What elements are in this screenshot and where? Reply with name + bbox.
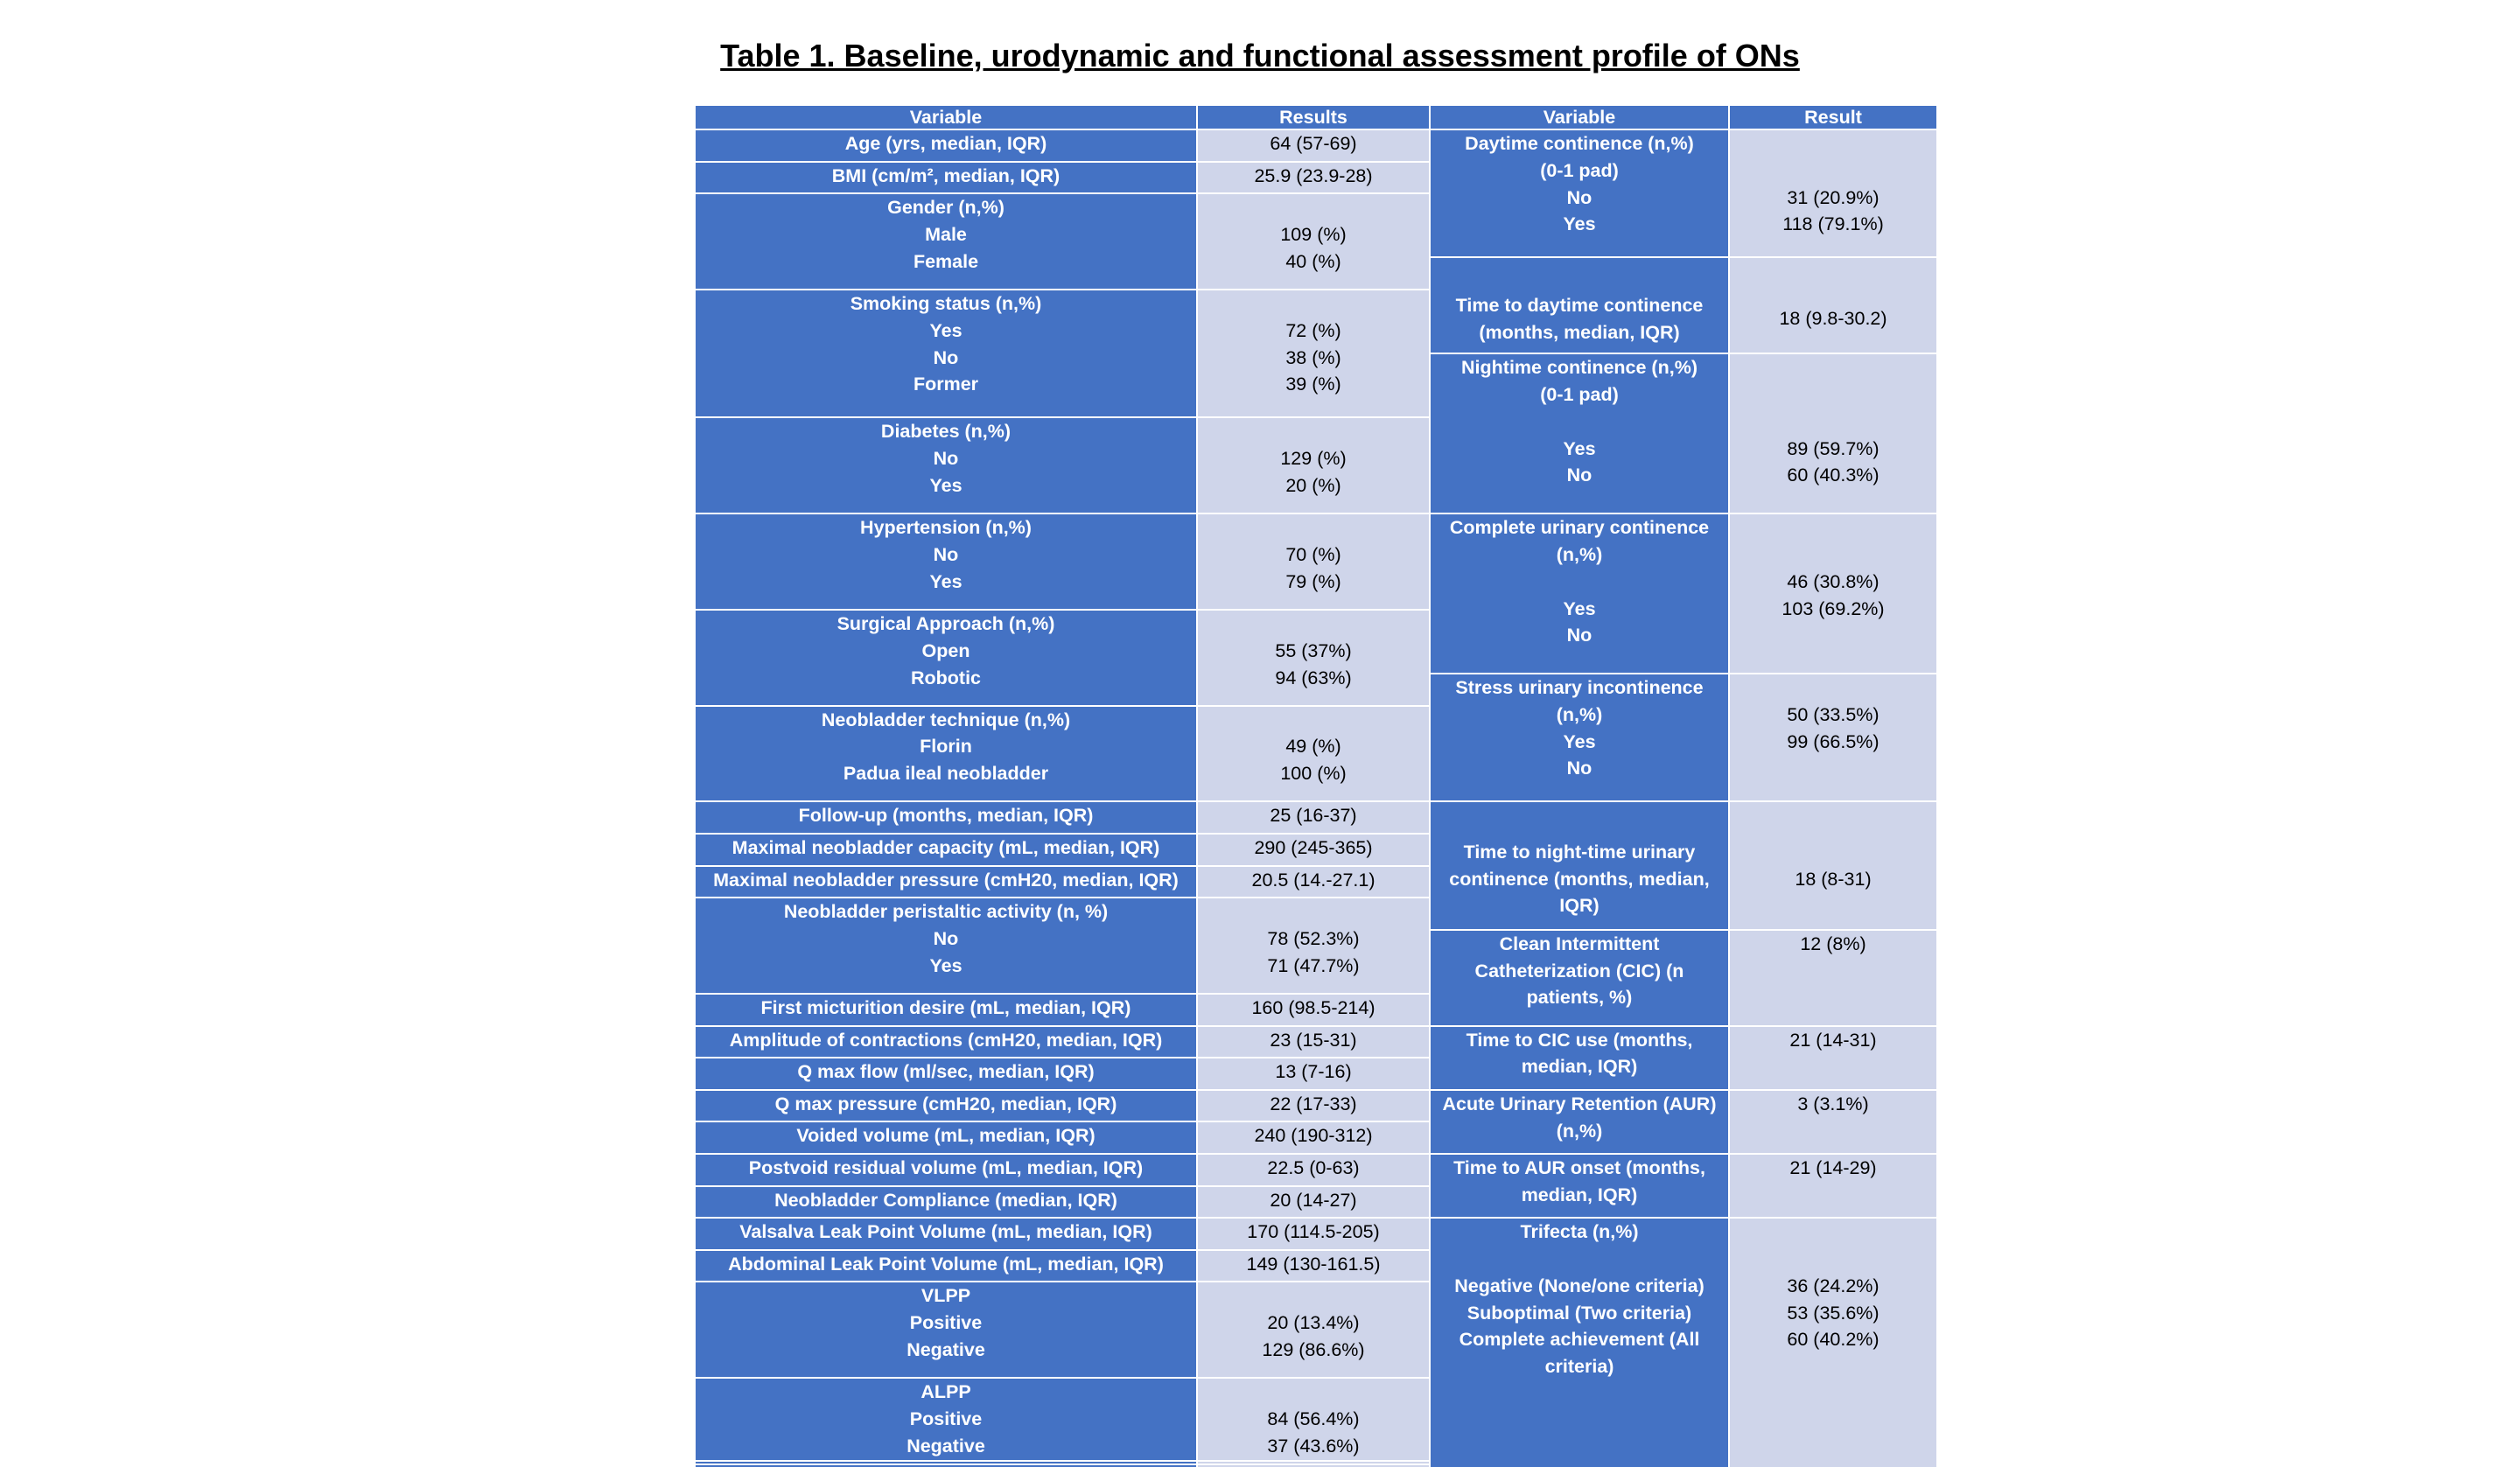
right-variable-cell-line: criteria) bbox=[1544, 1356, 1614, 1378]
left-variable-cell-line: No bbox=[933, 448, 959, 470]
left-result-cell-line: 64 (57-69) bbox=[1270, 133, 1357, 154]
left-result-cell bbox=[1198, 290, 1429, 416]
left-variable-cell-line: No bbox=[933, 543, 959, 565]
left-variable-cell bbox=[696, 1091, 1196, 1121]
right-variable-cell-line bbox=[1577, 569, 1582, 596]
left-variable-cell bbox=[696, 1058, 1196, 1089]
left-result-cell-line: 109 (%) bbox=[1280, 223, 1347, 245]
right-variable-cell-line: Daytime continence (n,%) bbox=[1465, 133, 1694, 154]
left-variable-cell bbox=[696, 898, 1196, 993]
left-variable-cell-line: Padua ileal neobladder bbox=[843, 763, 1049, 785]
left-result-cell-line: 38 (%) bbox=[1285, 346, 1341, 368]
right-result-cell-line: 89 (59.7%) bbox=[1787, 437, 1880, 459]
left-variable-cell-line: BMI (cm/m², median, IQR) bbox=[831, 164, 1060, 186]
left-result-cell-line: 240 (190-312) bbox=[1254, 1125, 1373, 1147]
right-variable-cell-line: Yes bbox=[1563, 437, 1596, 459]
left-result-cell-line: 20.5 (14.-27.1) bbox=[1251, 869, 1376, 891]
left-result-cell bbox=[1198, 194, 1429, 289]
left-result-cell-line bbox=[1311, 1282, 1316, 1310]
left-variable-cell-line: Open bbox=[921, 639, 970, 661]
right-result-cell bbox=[1730, 802, 1936, 928]
left-variable-cell bbox=[696, 1379, 1196, 1459]
left-variable-cell bbox=[696, 707, 1196, 801]
left-variable-cell-line: Yes bbox=[929, 570, 962, 592]
left-variable-cell-line: Positive bbox=[909, 1408, 983, 1429]
left-variable-cell bbox=[696, 1122, 1196, 1153]
right-result-cell-line bbox=[1830, 1219, 1836, 1246]
right-result-cell bbox=[1730, 1219, 1936, 1466]
left-result-cell-line: 78 (52.3%) bbox=[1267, 928, 1360, 950]
left-variable-cell-line: Q max flow (ml/sec, median, IQR) bbox=[797, 1061, 1095, 1083]
left-result-cell-line: 84 (56.4%) bbox=[1267, 1408, 1360, 1429]
right-variable-cell-line: patients, %) bbox=[1526, 987, 1633, 1009]
left-variable-cell-line: Florin bbox=[920, 736, 972, 758]
table-title: Table 1. Baseline, urodynamic and functional assessment profile of ONs bbox=[720, 38, 1800, 73]
right-result-cell-line: 21 (14-29) bbox=[1789, 1157, 1877, 1178]
right-variable-cell-line: Clean Intermittent bbox=[1499, 933, 1660, 954]
right-variable-cell-line bbox=[1577, 409, 1582, 436]
right-result-cell bbox=[1730, 931, 1936, 1025]
right-variable-cell-line: No bbox=[1566, 465, 1592, 486]
right-variable-cell-line: median, IQR) bbox=[1521, 1056, 1638, 1078]
right-result-cell-line: 18 (9.8-30.2) bbox=[1779, 308, 1887, 330]
left-result-cell bbox=[1198, 1282, 1429, 1377]
left-result-cell-line: 70 (%) bbox=[1285, 543, 1341, 565]
left-result-cell bbox=[1198, 995, 1429, 1025]
left-variable-cell-line: Neobladder peristaltic activity (n, %) bbox=[783, 901, 1109, 923]
left-result-cell-line bbox=[1249, 1462, 1377, 1464]
left-result-cell-line: 129 (%) bbox=[1280, 448, 1347, 470]
left-variable-cell bbox=[696, 995, 1196, 1025]
right-variable-cell-line: Trifecta (n,%) bbox=[1520, 1221, 1639, 1243]
left-result-cell-line: 160 (98.5-214) bbox=[1251, 997, 1376, 1019]
right-variable-cell-line: Complete achievement (All bbox=[1459, 1329, 1700, 1351]
left-variable-cell-line bbox=[821, 1465, 1070, 1467]
left-result-cell bbox=[1198, 707, 1429, 801]
right-result-cell-line: 103 (69.2%) bbox=[1782, 597, 1885, 619]
right-variable-cell-line: Catheterization (CIC) (n bbox=[1474, 960, 1684, 981]
right-variable-cell-line: (n,%) bbox=[1556, 1120, 1603, 1142]
right-result-cell-line bbox=[1830, 354, 1836, 381]
left-variable-cell-line: Diabetes (n,%) bbox=[880, 421, 1012, 443]
left-result-cell-line: 49 (%) bbox=[1285, 736, 1341, 758]
left-variable-cell bbox=[696, 290, 1196, 416]
left-result-cell-line: 94 (63%) bbox=[1275, 667, 1352, 688]
right-variable-cell bbox=[1431, 931, 1728, 1025]
right-variable-cell bbox=[1431, 1155, 1728, 1217]
left-variable-cell bbox=[696, 418, 1196, 513]
left-result-cell bbox=[1198, 802, 1429, 833]
left-variable-cell-line: Abdominal Leak Point Volume (mL, median, IQR) bbox=[728, 1253, 1164, 1275]
left-result-cell-line bbox=[1254, 1465, 1372, 1467]
right-result-cell-line: 50 (33.5%) bbox=[1787, 703, 1880, 725]
left-variable-cell-line: Yes bbox=[929, 954, 962, 976]
right-variable-cell bbox=[1431, 802, 1728, 928]
left-variable-cell-line: Age (yrs, median, IQR) bbox=[844, 133, 1047, 154]
right-variable-cell bbox=[1431, 1027, 1728, 1089]
left-variable-cell bbox=[696, 1251, 1196, 1282]
right-result-cell-line: 53 (35.6%) bbox=[1787, 1302, 1880, 1324]
left-result-cell bbox=[1198, 1219, 1429, 1249]
left-result-cell-line: 20 (14-27) bbox=[1270, 1189, 1357, 1211]
right-variable-cell-line: No bbox=[1566, 625, 1592, 646]
header-left-variable: Variable bbox=[696, 106, 1196, 129]
left-variable-cell-line: Amplitude of contractions (cmH20, median, IQR) bbox=[729, 1029, 1163, 1051]
left-result-cell bbox=[1198, 1122, 1429, 1153]
left-result-cell bbox=[1198, 611, 1429, 705]
right-variable-cell bbox=[1431, 514, 1728, 673]
right-result-cell-line: 3 (3.1%) bbox=[1797, 1093, 1869, 1114]
left-result-cell bbox=[1198, 1465, 1429, 1467]
left-variable-cell-line: Yes bbox=[929, 319, 962, 341]
left-variable-cell-line: Surgical Approach (n,%) bbox=[836, 612, 1055, 634]
right-result-cell-line bbox=[1830, 409, 1836, 436]
right-variable-cell-line: No bbox=[1566, 186, 1592, 208]
header-right-variable: Variable bbox=[1431, 106, 1728, 129]
right-variable-cell-line: Yes bbox=[1563, 730, 1596, 752]
left-result-cell-line: 20 (%) bbox=[1285, 474, 1341, 496]
right-variable-cell-line: Time to AUR onset (months, bbox=[1453, 1157, 1705, 1178]
baseline-table bbox=[696, 106, 1936, 1457]
right-result-cell-line: 12 (8%) bbox=[1800, 933, 1866, 954]
left-variable-cell-line: Positive bbox=[909, 1312, 983, 1334]
left-variable-cell bbox=[696, 802, 1196, 833]
left-variable-cell-line: Yes bbox=[929, 474, 962, 496]
left-variable-cell-line: First micturition desire (mL, median, IQR) bbox=[760, 997, 1131, 1019]
left-result-cell bbox=[1198, 867, 1429, 898]
right-result-cell-line: 60 (40.2%) bbox=[1787, 1329, 1880, 1351]
left-result-cell-line: 37 (43.6%) bbox=[1267, 1435, 1360, 1457]
right-result-cell bbox=[1730, 1027, 1936, 1089]
right-result-cell-line bbox=[1830, 541, 1836, 569]
right-variable-cell bbox=[1431, 1091, 1728, 1153]
left-variable-cell-line: Voided volume (mL, median, IQR) bbox=[796, 1125, 1096, 1147]
right-variable-cell-line bbox=[1577, 265, 1582, 292]
left-result-cell-line: 25.9 (23.9-28) bbox=[1254, 164, 1373, 186]
left-result-cell-line: 72 (%) bbox=[1285, 319, 1341, 341]
right-result-cell-line bbox=[1830, 839, 1836, 866]
right-variable-cell-line: Nightime continence (n,%) bbox=[1461, 357, 1698, 379]
left-variable-cell-line: Gender (n,%) bbox=[887, 197, 1004, 219]
left-result-cell-line: 40 (%) bbox=[1285, 250, 1341, 272]
right-variable-cell-line: (n,%) bbox=[1556, 543, 1603, 565]
right-result-cell bbox=[1730, 674, 1936, 800]
right-variable-cell bbox=[1431, 1219, 1728, 1466]
left-result-cell bbox=[1198, 130, 1429, 161]
right-result-cell-line: 60 (40.3%) bbox=[1787, 465, 1880, 486]
left-result-cell-line bbox=[1311, 611, 1316, 638]
right-variable-cell-line: (n,%) bbox=[1556, 703, 1603, 725]
left-result-cell-line: 170 (114.5-205) bbox=[1247, 1221, 1380, 1243]
left-result-cell-line: 290 (245-365) bbox=[1254, 837, 1373, 859]
left-variable-cell-line: ALPP bbox=[920, 1381, 971, 1403]
right-result-cell-line bbox=[1830, 514, 1836, 541]
right-variable-cell-line: continence (months, median, bbox=[1449, 868, 1710, 890]
right-variable-cell-line: (0-1 pad) bbox=[1540, 383, 1619, 405]
right-result-cell-line: 18 (8-31) bbox=[1795, 868, 1872, 890]
left-result-cell bbox=[1198, 163, 1429, 193]
left-result-cell bbox=[1198, 1027, 1429, 1058]
right-result-cell bbox=[1730, 1155, 1936, 1217]
right-variable-cell-line: No bbox=[1566, 758, 1592, 779]
left-variable-cell-line: Former bbox=[913, 374, 979, 395]
right-result-cell-line bbox=[1830, 381, 1836, 409]
right-result-cell bbox=[1730, 514, 1936, 673]
right-variable-cell-line: Time to night-time urinary bbox=[1463, 841, 1696, 863]
left-variable-cell bbox=[696, 1219, 1196, 1249]
left-variable-cell-line: Maximal neobladder capacity (mL, median, IQR) bbox=[732, 837, 1160, 859]
right-result-cell bbox=[1730, 354, 1936, 513]
left-result-cell-line bbox=[1311, 290, 1316, 318]
right-result-cell-line: 36 (24.2%) bbox=[1787, 1275, 1880, 1296]
left-variable-cell bbox=[696, 1462, 1196, 1464]
left-result-cell-line: 22.5 (0-63) bbox=[1267, 1157, 1360, 1178]
left-variable-cell bbox=[696, 194, 1196, 289]
left-result-cell-line: 23 (15-31) bbox=[1270, 1029, 1357, 1051]
left-variable-cell-line: Maximal neobladder pressure (cmH20, median, IQR) bbox=[713, 869, 1179, 891]
right-variable-cell-line bbox=[1577, 1246, 1582, 1273]
left-result-cell-line bbox=[1311, 194, 1316, 221]
left-variable-cell-line: Negative bbox=[906, 1435, 985, 1457]
left-result-cell-line: 149 (130-161.5) bbox=[1246, 1253, 1381, 1275]
left-result-cell-line: 25 (16-37) bbox=[1270, 805, 1357, 827]
left-variable-cell-line bbox=[822, 1462, 1070, 1464]
left-result-cell bbox=[1198, 1091, 1429, 1121]
right-variable-cell-line: Yes bbox=[1563, 597, 1596, 619]
left-variable-cell-line: Neobladder technique (n,%) bbox=[821, 709, 1071, 730]
right-result-cell bbox=[1730, 258, 1936, 353]
left-result-cell bbox=[1198, 1155, 1429, 1185]
right-result-cell-line: 118 (79.1%) bbox=[1782, 213, 1884, 235]
left-result-cell-line bbox=[1311, 898, 1316, 926]
left-result-cell bbox=[1198, 898, 1429, 993]
right-result-cell-line: 46 (30.8%) bbox=[1787, 570, 1880, 592]
right-variable-cell-line: Stress urinary incontinence bbox=[1455, 677, 1704, 699]
right-variable-cell-line: Negative (None/one criteria) bbox=[1454, 1275, 1704, 1296]
right-variable-cell-line: Yes bbox=[1563, 213, 1596, 235]
right-variable-cell bbox=[1431, 258, 1728, 353]
left-variable-cell-line: VLPP bbox=[920, 1285, 971, 1307]
left-result-cell-line: 100 (%) bbox=[1280, 763, 1347, 785]
left-result-cell-line: 71 (47.7%) bbox=[1267, 954, 1360, 976]
right-variable-cell-line: Time to daytime continence bbox=[1455, 294, 1704, 316]
left-result-cell-line bbox=[1311, 707, 1316, 734]
left-result-cell bbox=[1198, 1379, 1429, 1459]
right-variable-cell bbox=[1431, 674, 1728, 800]
left-variable-cell-line: Male bbox=[925, 223, 967, 245]
left-result-cell-line: 79 (%) bbox=[1285, 570, 1341, 592]
left-result-cell bbox=[1198, 418, 1429, 513]
left-variable-cell-line: Smoking status (n,%) bbox=[850, 292, 1042, 314]
right-variable-cell-line: Suboptimal (Two criteria) bbox=[1466, 1302, 1692, 1324]
right-variable-cell-line: median, IQR) bbox=[1521, 1184, 1638, 1205]
right-result-cell-line bbox=[1830, 278, 1836, 305]
right-result-cell-line: 31 (20.9%) bbox=[1787, 186, 1880, 208]
left-result-cell-line: 129 (86.6%) bbox=[1262, 1338, 1365, 1360]
right-result-cell-line: 99 (66.5%) bbox=[1787, 730, 1880, 752]
left-variable-cell bbox=[696, 1027, 1196, 1058]
left-variable-cell bbox=[696, 514, 1196, 609]
left-result-cell bbox=[1198, 1187, 1429, 1218]
right-variable-cell-line: (months, median, IQR) bbox=[1479, 321, 1680, 343]
right-variable-cell-line: (0-1 pad) bbox=[1540, 159, 1619, 181]
left-result-cell bbox=[1198, 1251, 1429, 1282]
left-result-cell-line: 39 (%) bbox=[1285, 374, 1341, 395]
right-result-cell-line bbox=[1830, 130, 1836, 157]
left-result-cell bbox=[1198, 1058, 1429, 1089]
right-result-cell-line bbox=[1830, 157, 1836, 185]
left-variable-cell bbox=[696, 1187, 1196, 1218]
right-variable-cell-line: IQR) bbox=[1559, 895, 1600, 917]
right-result-cell bbox=[1730, 130, 1936, 256]
left-variable-cell-line: Postvoid residual volume (mL, median, IQR) bbox=[748, 1157, 1144, 1178]
left-variable-cell-line: Neobladder Compliance (median, IQR) bbox=[774, 1189, 1117, 1211]
left-result-cell bbox=[1198, 514, 1429, 609]
left-variable-cell bbox=[696, 1155, 1196, 1185]
right-variable-cell-line: Complete urinary continence bbox=[1449, 517, 1710, 539]
left-variable-cell bbox=[696, 1465, 1196, 1467]
left-variable-cell-line: Robotic bbox=[910, 667, 982, 688]
right-result-cell-line bbox=[1830, 1246, 1836, 1273]
right-variable-cell-line: Time to CIC use (months, bbox=[1466, 1029, 1693, 1051]
left-result-cell-line bbox=[1311, 1379, 1316, 1406]
left-result-cell-line bbox=[1311, 514, 1316, 541]
left-variable-cell-line: Valsalva Leak Point Volume (mL, median, IQR) bbox=[739, 1221, 1152, 1243]
left-variable-cell bbox=[696, 835, 1196, 865]
left-result-cell-line: 22 (17-33) bbox=[1270, 1093, 1357, 1114]
left-variable-cell-line: No bbox=[933, 346, 959, 368]
right-variable-cell-line: Acute Urinary Retention (AUR) bbox=[1442, 1093, 1717, 1114]
left-variable-cell bbox=[696, 163, 1196, 193]
left-variable-cell bbox=[696, 130, 1196, 161]
left-variable-cell-line: Q max pressure (cmH20, median, IQR) bbox=[774, 1093, 1117, 1114]
left-variable-cell bbox=[696, 867, 1196, 898]
header-left-results: Results bbox=[1198, 106, 1429, 129]
right-variable-cell-line bbox=[1577, 812, 1582, 839]
header-right-result: Result bbox=[1730, 106, 1936, 129]
left-variable-cell bbox=[696, 1282, 1196, 1377]
right-result-cell-line: 21 (14-31) bbox=[1789, 1029, 1877, 1051]
left-result-cell-line: 55 (37%) bbox=[1275, 639, 1352, 661]
right-result-cell bbox=[1730, 1091, 1936, 1153]
left-variable-cell-line: No bbox=[933, 928, 959, 950]
right-variable-cell bbox=[1431, 354, 1728, 513]
left-result-cell bbox=[1198, 1462, 1429, 1464]
left-result-cell bbox=[1198, 835, 1429, 865]
left-variable-cell-line: Hypertension (n,%) bbox=[860, 517, 1032, 539]
left-variable-cell-line: Female bbox=[913, 250, 979, 272]
left-result-cell-line: 20 (13.4%) bbox=[1267, 1312, 1360, 1334]
left-result-cell-line: 13 (7-16) bbox=[1275, 1061, 1352, 1083]
left-variable-cell bbox=[696, 611, 1196, 705]
right-result-cell-line bbox=[1830, 674, 1836, 702]
left-variable-cell-line: Follow-up (months, median, IQR) bbox=[798, 805, 1094, 827]
left-variable-cell-line: Negative bbox=[906, 1338, 985, 1360]
right-variable-cell bbox=[1431, 130, 1728, 256]
left-result-cell-line bbox=[1311, 418, 1316, 445]
